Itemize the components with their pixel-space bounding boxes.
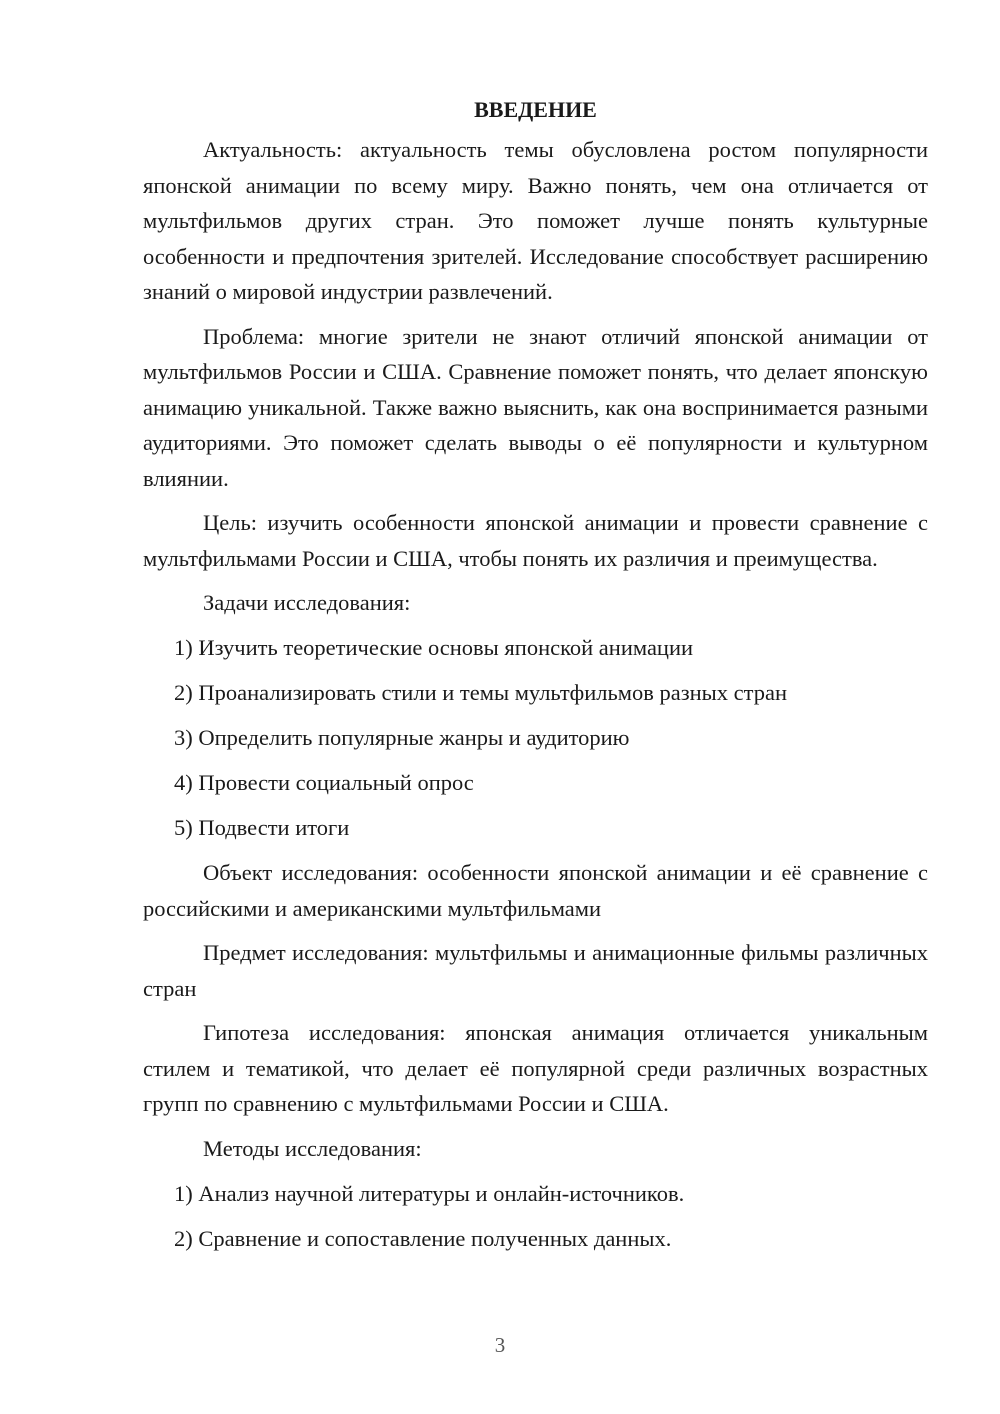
subject-paragraph: Предмет исследования: мультфильмы и анимационные фильмы различных стран: [143, 940, 928, 1001]
task-item-1: 1) Изучить теоретические основы японской анимации: [174, 635, 694, 660]
hypothesis-paragraph: Гипотеза исследования: японская анимация отличается уникальным стилем и тематикой, что делает её популярной среди различных возрастных групп по сравнению с мультфильмами России и США.: [143, 1020, 928, 1116]
page-number: 3: [494, 1333, 506, 1357]
task-item-5: 5) Подвести итоги: [174, 815, 350, 840]
task-item-4: 4) Провести социальный опрос: [174, 770, 474, 795]
methods-heading: Методы исследования:: [203, 1135, 422, 1161]
document-page: [143, 92, 928, 1266]
task-item-2: 2) Проанализировать стили и темы мультфильмов разных стран: [174, 680, 788, 705]
method-item-1: 1) Анализ научной литературы и онлайн-источников.: [174, 1180, 685, 1206]
task-item-3: 3) Определить популярные жанры и аудиторию: [174, 725, 630, 750]
page-title: ВВЕДЕНИЕ: [474, 97, 597, 122]
object-paragraph: Объект исследования: особенности японской анимации и её сравнение с российскими и американскими мультфильмами: [143, 860, 928, 921]
tasks-heading: Задачи исследования:: [203, 590, 411, 615]
problem-paragraph: Проблема: многие зрители не знают отличий японской анимации от мультфильмов России и США. Сравнение поможет понять, что делает японскую анимацию уникальной. Также важно выяснить, как она воспринимается разными аудиториями. Это поможет сделать выводы о её популярности и культурном влиянии.: [143, 323, 928, 491]
method-item-2: 2) Сравнение и сопоставление полученных данных.: [174, 1225, 672, 1251]
goal-paragraph: Цель: изучить особенности японской анимации и провести сравнение с мультфильмами России и США, чтобы понять их различия и преимущества.: [143, 510, 928, 571]
relevance-paragraph: Актуальность: актуальность темы обусловлена ростом популярности японской анимации по всему миру. Важно понять, чем она отличается от мультфильмов других стран. Это поможет лучше понять культурные особенности и предпочтения зрителей. Исследование способствует расширению знаний о мировой индустрии развлечений.: [143, 137, 928, 304]
